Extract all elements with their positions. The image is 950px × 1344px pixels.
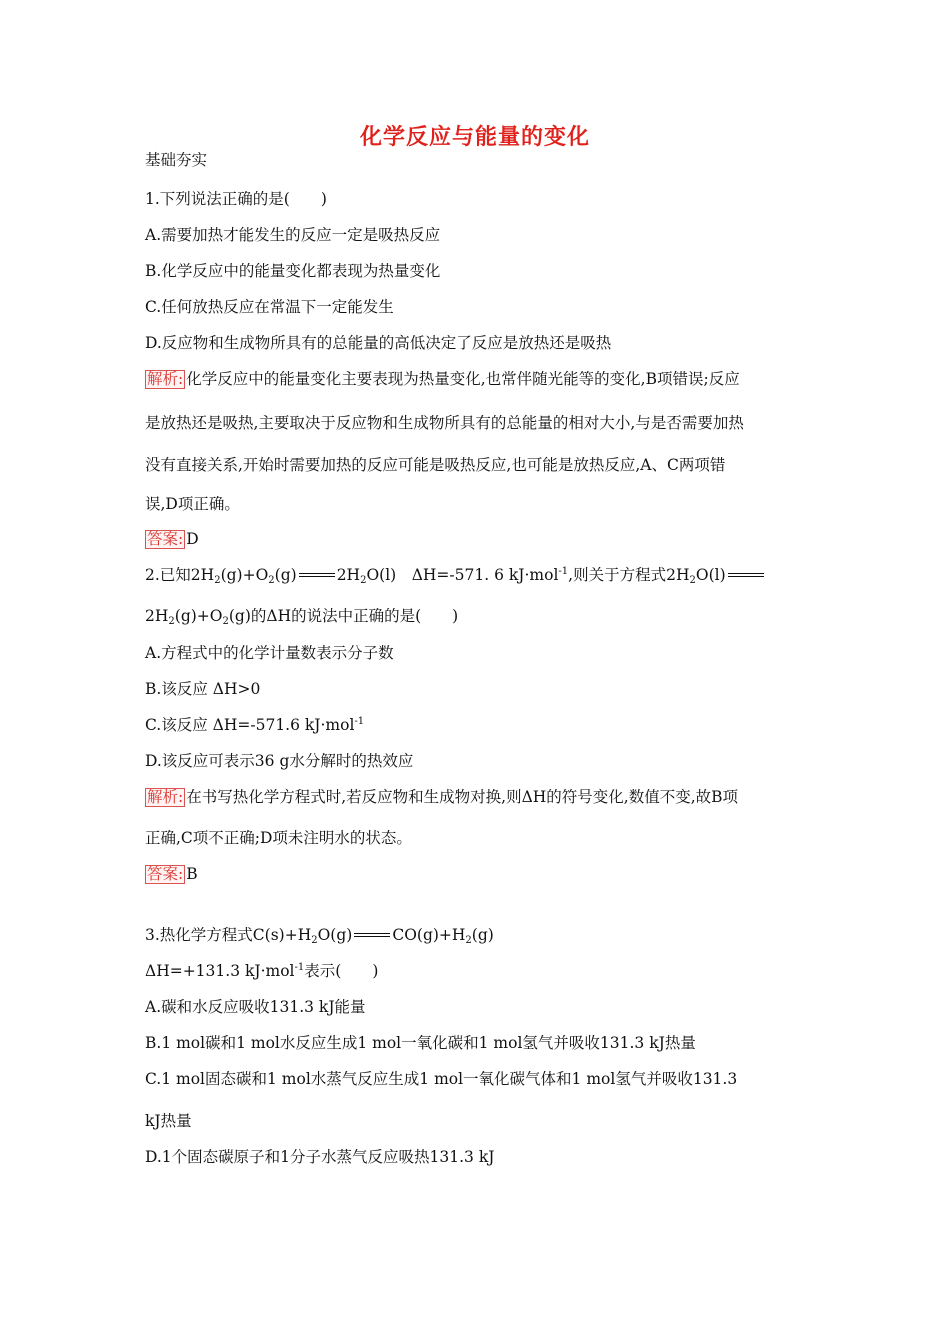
q2-stem-line2: $2H_2(g)+O_2(g)$的ΔH的说法中正确的是( ) [145, 607, 459, 627]
q2-option-b: B.该反应 ΔH>0 [145, 680, 261, 698]
q3-option-a: A.碳和水反应吸收131.3 kJ能量 [145, 998, 366, 1016]
q1-analysis-line: 没有直接关系,开始时需要加热的反应可能是吸热反应,也可能是放热反应,A、C两项错 [145, 456, 726, 474]
page-title: 化学反应与能量的变化 [359, 125, 590, 150]
q3-option-b: B.1 mol碳和1 mol水反应生成1 mol一氧化碳和1 mol氢气并吸收131.3 kJ热量 [145, 1034, 696, 1052]
q1-stem: 1.下列说法正确的是( ) [145, 190, 327, 208]
equals-arrow [728, 573, 764, 579]
q2-analysis-line: 解析: 在书写热化学方程式时,若反应物和生成物对换,则ΔH的符号变化,数值不变,故B项 [147, 788, 739, 806]
q1-option-a: A.需要加热才能发生的反应一定是吸热反应 [145, 226, 441, 244]
q2-option-d: D.该反应可表示36 g水分解时的热效应 [145, 752, 414, 770]
q2-option-c: C.该反应 ΔH=-571.6 kJ·mol$^{-1}$ [145, 716, 365, 734]
q1-option-c: C.任何放热反应在常温下一定能发生 [145, 298, 394, 316]
q1-option-d: D.反应物和生成物所具有的总能量的高低决定了反应是放热还是吸热 [145, 334, 612, 352]
equals-arrow [299, 573, 335, 579]
section-heading: 基础夯实 [145, 151, 208, 169]
q1-analysis-line: 是放热还是吸热,主要取决于反应物和生成物所具有的总能量的相对大小,与是否需要加热 [145, 414, 744, 432]
q2-option-a: A.方程式中的化学计量数表示分子数 [145, 644, 394, 662]
q3-option-c-cont: kJ热量 [145, 1112, 192, 1130]
q1-analysis-line: 解析: 化学反应中的能量变化主要表现为热量变化,也常伴随光能等的变化,B项错误;反应 [147, 370, 740, 388]
analysis-tag: 解析: [147, 370, 184, 388]
answer-tag: 答案: [147, 865, 184, 883]
equals-arrow [354, 933, 390, 939]
answer-tag: 答案: [147, 530, 184, 548]
q3-option-d: D.1个固态碳原子和1分子水蒸气反应吸热131.3 kJ [145, 1148, 495, 1166]
analysis-tag: 解析: [147, 788, 184, 806]
q1-answer: 答案: D [147, 530, 199, 548]
q1-analysis-line: 误,D项正确。 [145, 495, 240, 513]
q3-stem-line1: 3.热化学方程式$C(s)+H_2O(g)$ $CO(g)+H_2(g)$ [145, 926, 494, 946]
q3-option-c: C.1 mol固态碳和1 mol水蒸气反应生成1 mol一氧化碳气体和1 mol氢气并吸收131.3 [145, 1070, 738, 1088]
q2-stem-line1: 2.已知$2H_2(g)+O_2(g)$ $2H_2O(l)$ ΔH=-571. 6 kJ·mol$^{-1}$,则关于方程式$2H_2O(l)$ [145, 565, 766, 585]
q2-answer: 答案: B [147, 865, 198, 883]
q2-analysis-line: 正确,C项不正确;D项未注明水的状态。 [145, 829, 412, 847]
q3-stem-line2: ΔH=+131.3 kJ·mol$^{-1}$表示( ) [145, 962, 379, 980]
q1-option-b: B.化学反应中的能量变化都表现为热量变化 [145, 262, 441, 280]
